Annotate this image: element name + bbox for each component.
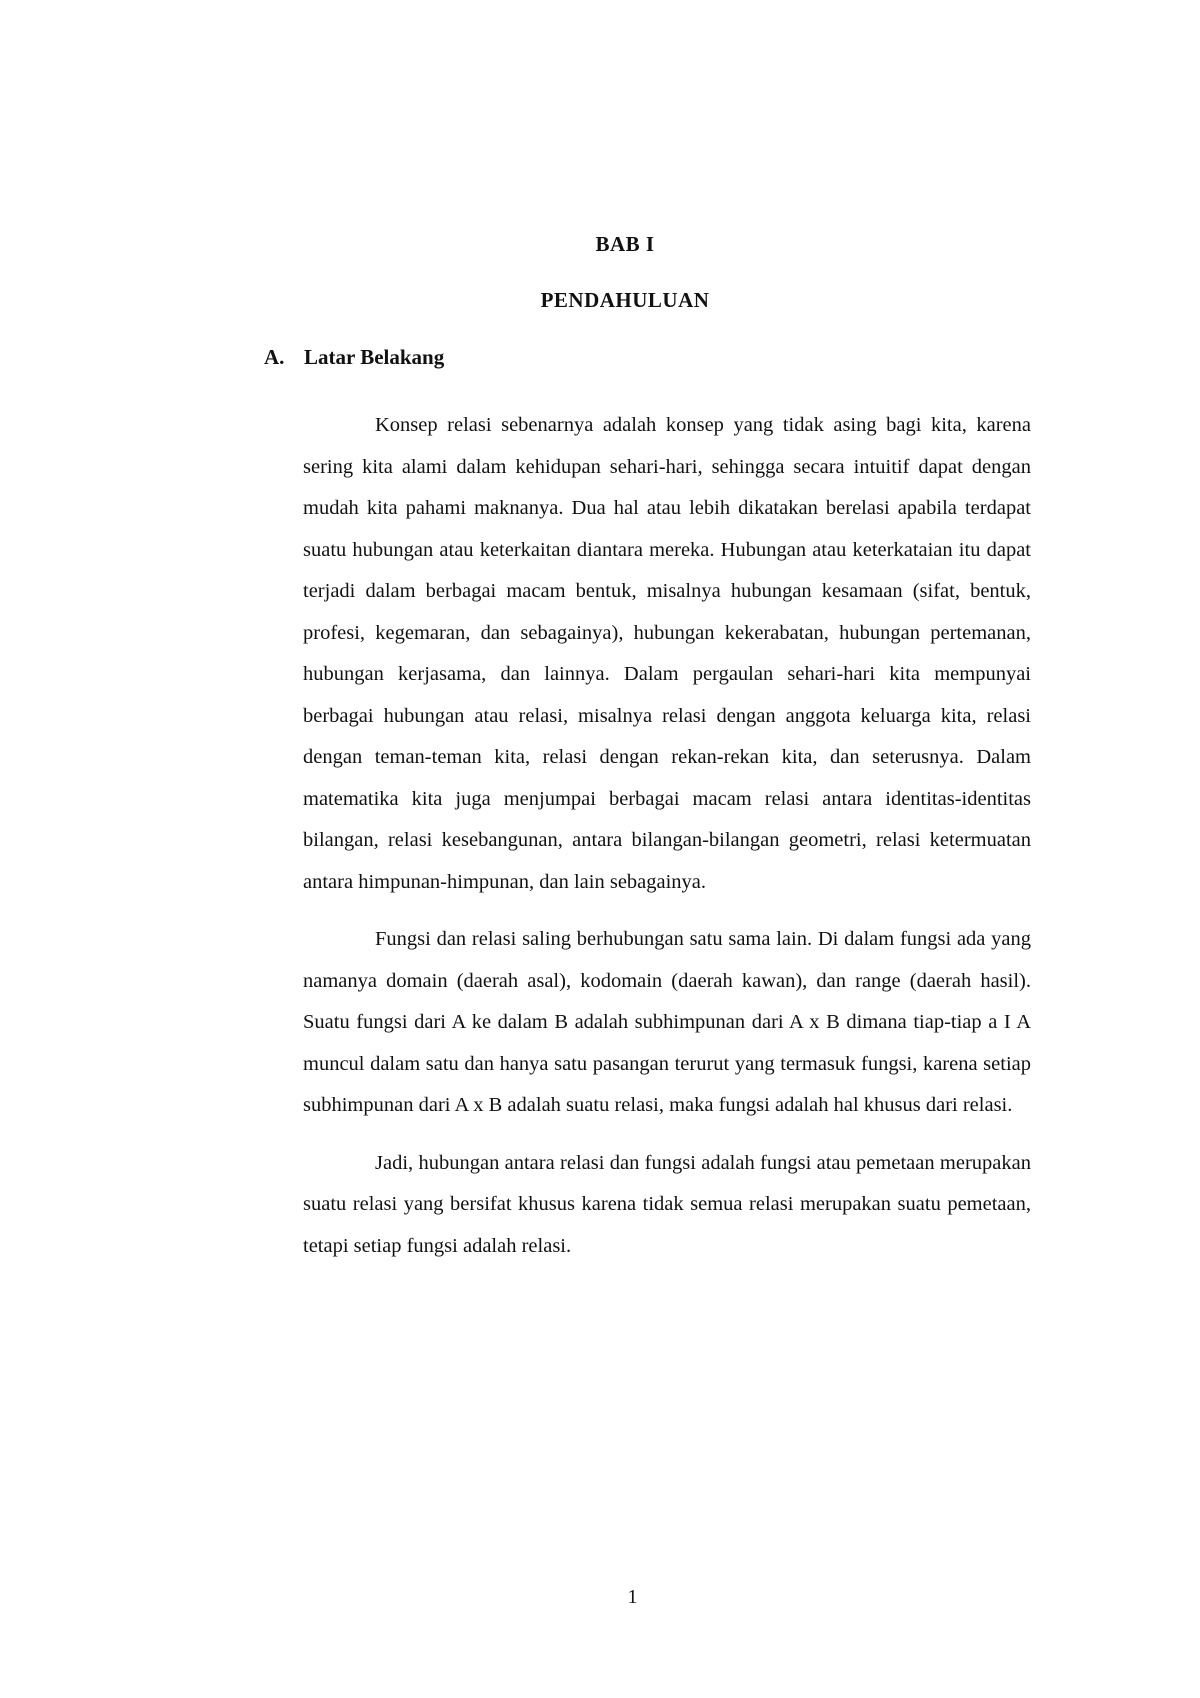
section-title: Latar Belakang: [304, 345, 445, 369]
section-heading: [264, 345, 444, 370]
chapter-title: PENDAHULUAN: [540, 288, 710, 312]
paragraph-2: Fungsi dan relasi saling berhubungan satu sama lain. Di dalam fungsi ada yang namanya domain (daerah asal), kodomain (daerah kawan), dan range (daerah hasil). Suatu fungsi dari A ke dalam B adalah subhimpunan dari A x B dimana tiap-tiap a I A muncul dalam satu dan hanya satu pasangan terurut yang termasuk fungsi, karena setiap subhimpunan dari A x B adalah suatu relasi, maka fungsi adalah hal khusus dari relasi.: [303, 928, 1031, 1116]
section-letter: A.: [264, 345, 285, 369]
page-number: 1: [627, 1586, 638, 1608]
paragraph-3: Jadi, hubungan antara relasi dan fungsi adalah fungsi atau pemetaan merupakan suatu relasi yang bersifat khusus karena tidak semua relasi merupakan suatu pemetaan, tetapi setiap fungsi adalah relasi.: [303, 1151, 1031, 1257]
paragraph-1: Konsep relasi sebenarnya adalah konsep yang tidak asing bagi kita, karena sering kita alami dalam kehidupan sehari-hari, sehingga secara intuitif dapat dengan mudah kita pahami maknanya. Dua hal atau lebih dikatakan berelasi apabila terdapat suatu hubungan atau keterkaitan diantara mereka. Hubungan atau keterkataian itu dapat terjadi dalam berbagai macam bentuk, misalnya hubungan kesamaan (sifat, bentuk, profesi, kegemaran, dan sebagainya), hubungan kekerabatan, hubungan pertemanan, hubungan kerjasama, dan lainnya. Dalam pergaulan sehari-hari kita mempunyai berbagai hubungan atau relasi, misalnya relasi dengan anggota keluarga kita, relasi dengan teman-teman kita, relasi dengan rekan-rekan kita, dan seterusnya. Dalam matematika kita juga menjumpai berbagai macam relasi antara identitas-identitas bilangan, relasi kesebangunan, antara bilangan-bilangan geometri, relasi ketermuatan antara himpunan-himpunan, dan lain sebagainya.: [303, 414, 1031, 893]
chapter-number: BAB I: [595, 232, 655, 256]
body-text: [303, 405, 1031, 1267]
